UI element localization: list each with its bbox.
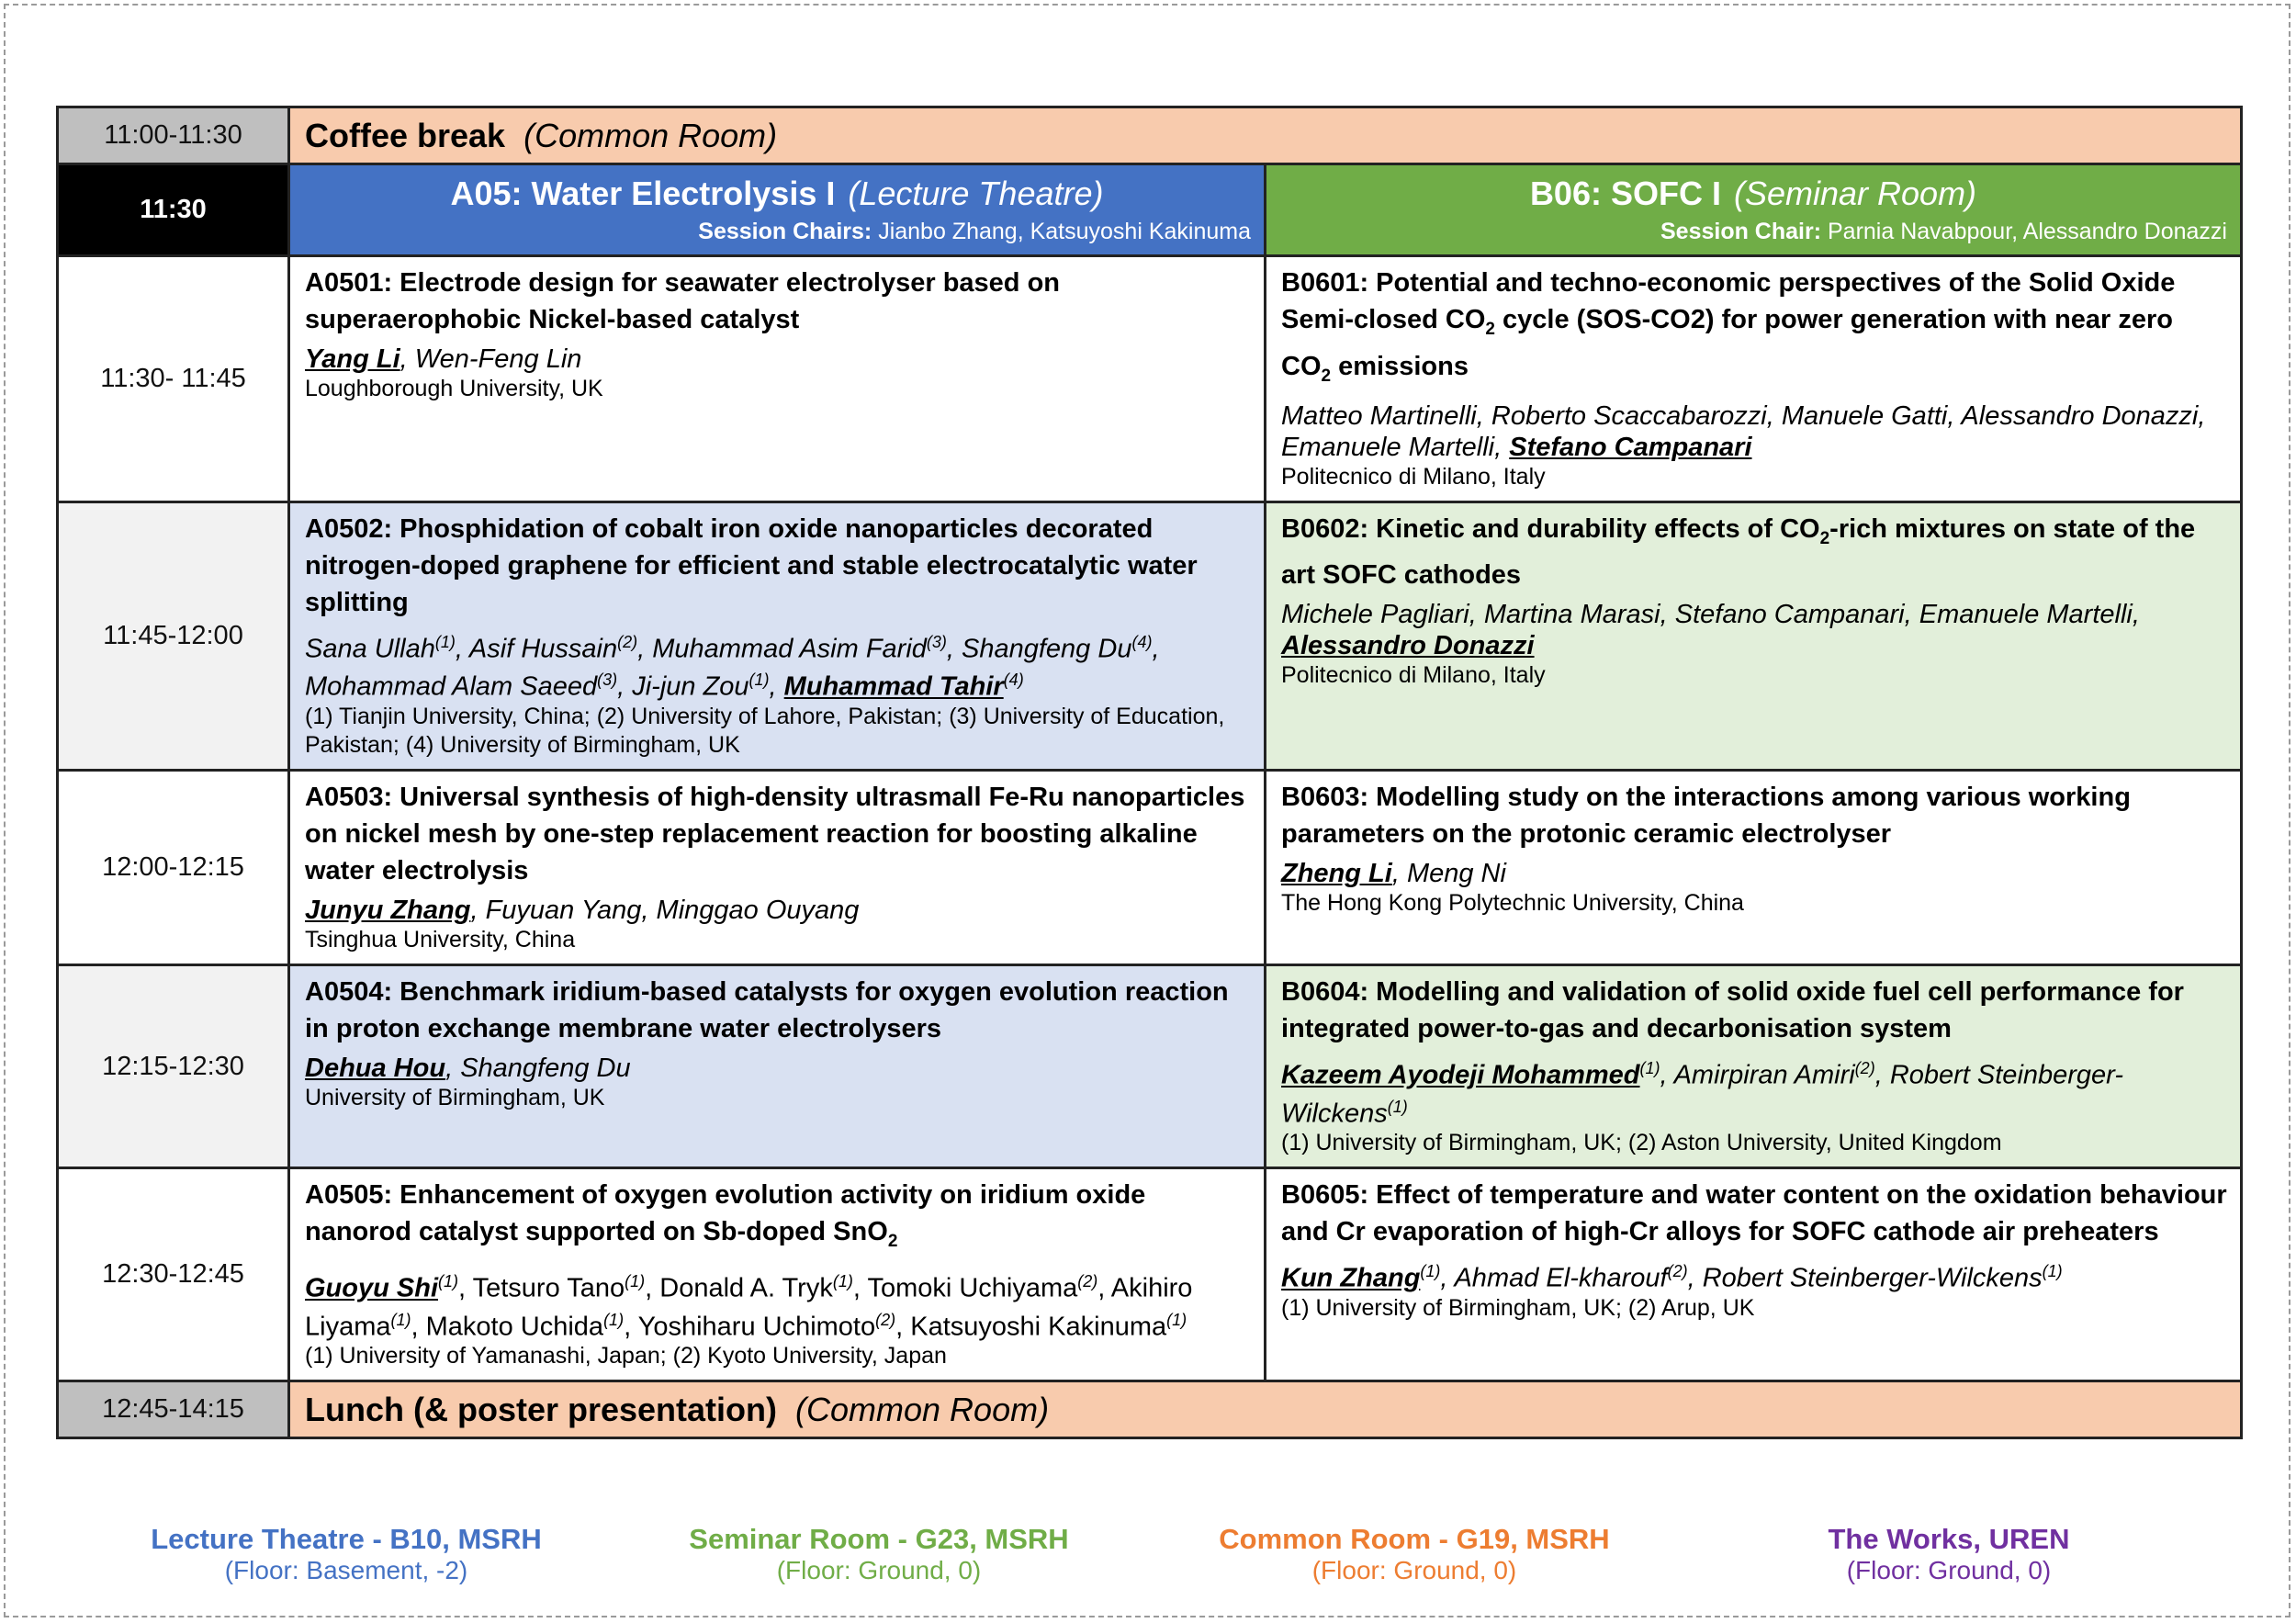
author: Alessandro Donazzi: [1961, 400, 2199, 431]
session-a-header: [289, 164, 1266, 256]
affiliation-mark: (1): [1387, 1097, 1408, 1116]
talk-cell: [289, 770, 1266, 964]
talk-cell: [1266, 964, 2242, 1167]
session-a-chairs-label: Session Chairs:: [698, 219, 872, 244]
author: Katsuyoshi Kakinuma: [910, 1312, 1167, 1342]
presenting-author: Dehua Hou: [305, 1053, 446, 1083]
affiliation-mark: (2): [1077, 1272, 1098, 1291]
talk-title: A0501: Electrode design for seawater electrolyser based on superaerophobic Nickel-based catalyst: [305, 268, 1060, 334]
presenting-author: Kun Zhang: [1281, 1263, 1421, 1293]
slot-row: [58, 256, 2242, 502]
author: Michele Pagliari: [1281, 600, 1469, 630]
author: Meng Ni: [1406, 858, 1506, 888]
session-b-title: B06: SOFC I: [1529, 175, 1721, 212]
session-b-chairs-label: Session Chair:: [1660, 219, 1822, 244]
talk-authors: Junyu Zhang, Fuyuan Yang, Minggao Ouyang: [305, 895, 860, 925]
session-header-row: [58, 164, 2242, 256]
talk-affiliation: (1) University of Birmingham, UK; (2) Arup, UK: [1281, 1294, 1755, 1321]
talk-title: B0603: Modelling study on the interactions among various working parameters on the protonic ceramic electrolyser: [1281, 782, 2131, 849]
affiliation-mark: (4): [1131, 632, 1153, 651]
author: Roberto Scaccabarozzi: [1491, 400, 1767, 431]
author: Sana Ullah: [305, 634, 435, 664]
talk-title: A0503: Universal synthesis of high-density ultrasmall Fe-Ru nanoparticles on nickel mesh by one-step replacement reaction for boosting alkaline water electrolysis: [305, 782, 1245, 885]
talk-affiliation: (1) University of Birmingham, UK; (2) Aston University, United Kingdom: [1281, 1130, 2002, 1156]
legend-room-name: The Works, UREN: [1828, 1523, 2070, 1555]
session-a-chairs: Jianbo Zhang, Katsuyoshi Kakinuma: [878, 219, 1251, 244]
author: Amirpiran Amiri: [1673, 1060, 1855, 1090]
talk-authors: Guoyu Shi$^{(1)}$, Tetsuro Tano$^{(1)}$, Donald A. Tryk$^{(1)}$, Tomoki Uchiyama$^{(2)}$, Akihiro Liyama$^{(1)}$, Makoto Uchida$^{(1)}$, Yoshiharu Uchimoto$^{(2)}$, Katsuyoshi Kakinuma$^{(1)}$: [305, 1272, 1193, 1342]
author: Emanuele Martelli: [1281, 432, 1495, 462]
legend-floor: (Floor: Basement, -2): [224, 1556, 468, 1584]
session-start-time: 11:30: [58, 164, 289, 256]
presenting-author: Junyu Zhang: [305, 895, 471, 925]
legend-room-name: Lecture Theatre - B10, MSRH: [151, 1523, 542, 1555]
presenting-author: Muhammad Tahir: [783, 671, 1004, 702]
talk-affiliation: Loughborough University, UK: [305, 376, 603, 401]
talk-title: A0504: Benchmark iridium-based catalysts for oxygen evolution reaction in proton exchange membrane water electrolysers: [305, 976, 1229, 1043]
author: Martina Marasi: [1483, 600, 1660, 630]
affiliation-mark: (1): [438, 1272, 458, 1291]
talk-cell: [1266, 502, 2242, 770]
talk-title: B0604: Modelling and validation of solid oxide fuel cell performance for integrated power-to-gas and decarbonisation system: [1281, 976, 2184, 1043]
affiliation-mark: (1): [625, 1272, 646, 1291]
slot-time: 11:30- 11:45: [58, 256, 289, 502]
affiliation-mark: (3): [597, 671, 618, 690]
lunch-time: 12:45-14:15: [58, 1381, 289, 1438]
legend-room-name: Common Room - G19, MSRH: [1219, 1523, 1610, 1555]
talk-affiliation: (1) University of Yamanashi, Japan; (2) Kyoto University, Japan: [305, 1343, 947, 1369]
talk-cell: [289, 502, 1266, 770]
talk-cell: [1266, 256, 2242, 502]
affiliation-mark: (1): [1639, 1058, 1660, 1077]
coffee-title: Coffee break: [305, 116, 506, 154]
affiliation-mark: (2): [1667, 1262, 1688, 1281]
author: Tomoki Uchiyama: [867, 1273, 1078, 1303]
talk-cell: [1266, 1168, 2242, 1381]
session-a-room: (Lecture Theatre): [848, 175, 1104, 212]
affiliation-mark: (3): [926, 632, 947, 651]
affiliation-mark: (1): [603, 1310, 625, 1329]
talk-affiliation: (1) Tianjin University, China; (2) University of Lahore, Pakistan; (3) University of Education, Pakistan; (4) University of Birmingham, UK: [305, 703, 1225, 758]
talk-affiliation: The Hong Kong Polytechnic University, China: [1281, 889, 1744, 916]
author: Matteo Martinelli: [1281, 400, 1477, 431]
presenting-author: Stefano Campanari: [1509, 432, 1752, 462]
slot-row: [58, 1168, 2242, 1381]
slot-row: [58, 770, 2242, 964]
affiliation-mark: (1): [434, 632, 456, 651]
affiliation-mark: (1): [832, 1272, 853, 1291]
affiliation-mark: (1): [2042, 1262, 2063, 1281]
author: Tetsuro Tano: [472, 1273, 625, 1303]
schedule-table: [56, 106, 2243, 1439]
affiliation-mark: (2): [875, 1310, 896, 1329]
lunch-cell: [289, 1381, 2242, 1438]
author: Ahmad El-kharouf: [1454, 1263, 1668, 1293]
legend-common-room: [1139, 1523, 1690, 1585]
author: Stefano Campanari: [1674, 600, 1905, 630]
coffee-break-cell: [289, 107, 2242, 164]
talk-authors: Dehua Hou, Shangfeng Du: [305, 1053, 631, 1083]
presenting-author: Kazeem Ayodeji Mohammed: [1281, 1060, 1640, 1090]
talk-affiliation: Politecnico di Milano, Italy: [1281, 463, 1546, 490]
author: Akihiro Liyama: [305, 1273, 1193, 1342]
talk-title: A0505: Enhancement of oxygen evolution activity on iridium oxide nanorod catalyst supported on Sb-doped SnO$_2$: [305, 1180, 1146, 1252]
author: Emanuele Martelli: [1919, 600, 2133, 630]
talk-affiliation: Tsinghua University, China: [305, 926, 576, 952]
author: Shangfeng Du: [962, 634, 1132, 664]
coffee-room: (Common Room): [523, 116, 778, 154]
lunch-title: Lunch (& poster presentation): [305, 1390, 778, 1428]
author: Fuyuan Yang: [485, 895, 642, 925]
slot-time: 12:30-12:45: [58, 1168, 289, 1381]
talk-authors: Kazeem Ayodeji Mohammed$^{(1)}$, Amirpiran Amiri$^{(2)}$, Robert Steinberger-Wilckens$^{(1)}$: [1281, 1058, 2123, 1129]
session-b-chairs: Parnia Navabpour, Alessandro Donazzi: [1828, 219, 2227, 244]
affiliation-mark: (4): [1003, 671, 1024, 690]
talk-title: B0605: Effect of temperature and water content on the oxidation behaviour and Cr evaporation of high-Cr alloys for SOFC cathode air preheaters: [1281, 1180, 2227, 1247]
legend-floor: (Floor: Ground, 0): [776, 1556, 982, 1584]
author: Wen-Feng Lin: [414, 344, 582, 374]
slot-time: 12:15-12:30: [58, 964, 289, 1167]
lunch-row: [58, 1381, 2242, 1438]
legend-room-name: Seminar Room - G23, MSRH: [689, 1523, 1069, 1555]
session-b-room: (Seminar Room): [1733, 175, 1977, 212]
legend-the-works: [1673, 1523, 2224, 1585]
session-a-title: A05: Water Electrolysis I: [450, 175, 836, 212]
slot-time: 12:00-12:15: [58, 770, 289, 964]
author: Donald A. Tryk: [659, 1273, 833, 1303]
lunch-room: (Common Room): [795, 1390, 1050, 1428]
coffee-time: 11:00-11:30: [58, 107, 289, 164]
author: Robert Steinberger-Wilckens: [1281, 1060, 2123, 1129]
talk-title: A0502: Phosphidation of cobalt iron oxide nanoparticles decorated nitrogen-doped graphene for efficient and stable electrocatalytic water splitting: [305, 513, 1198, 617]
author: Mohammad Alam Saeed: [305, 671, 598, 702]
talk-cell: [289, 964, 1266, 1167]
affiliation-mark: (1): [748, 671, 770, 690]
slot-time: 11:45-12:00: [58, 502, 289, 770]
legend-floor: (Floor: Ground, 0): [1311, 1556, 1517, 1584]
slot-row: [58, 502, 2242, 770]
slot-row: [58, 964, 2242, 1167]
author: Asif Hussain: [468, 634, 618, 664]
author: Makoto Uchida: [425, 1312, 604, 1342]
author: Manuele Gatti: [1781, 400, 1948, 431]
affiliation-mark: (1): [1420, 1262, 1441, 1281]
talk-title: B0601: Potential and techno-economic perspectives of the Solid Oxide Semi-closed $CO_2$ cycle (SOS-CO2) for power generation with near zero $CO_2$ emissions: [1281, 268, 2176, 386]
talk-authors: Sana Ullah$^{(1)}$, Asif Hussain$^{(2)}$, Muhammad Asim Farid$^{(3)}$, Shangfeng Du$^{(4)}$, Mohammad Alam Saeed$^{(3)}$, Ji-jun Zou$^{(1)}$, Muhammad Tahir$^{(4)}$: [305, 632, 1160, 702]
talk-cell: [289, 1168, 1266, 1381]
session-b-header: [1266, 164, 2242, 256]
author: Muhammad Asim Farid: [652, 634, 927, 664]
author: Shangfeng Du: [460, 1053, 631, 1083]
talk-affiliation: University of Birmingham, UK: [305, 1084, 605, 1110]
presenting-author: Alessandro Donazzi: [1281, 631, 1535, 661]
presenting-author: Guoyu Shi: [305, 1273, 438, 1303]
author: Robert Steinberger-Wilckens: [1702, 1263, 2043, 1293]
affiliation-mark: (2): [617, 632, 638, 651]
affiliation-mark: (1): [1166, 1310, 1187, 1329]
talk-authors: Zheng Li, Meng Ni: [1281, 858, 1506, 888]
talk-authors: Michele Pagliari, Martina Marasi, Stefano Campanari, Emanuele Martelli, Alessandro Donazzi: [1281, 600, 2140, 661]
talk-authors: Yang Li, Wen-Feng Lin: [305, 344, 582, 374]
legend-floor: (Floor: Ground, 0): [1846, 1556, 2052, 1584]
talk-authors: Matteo Martinelli, Roberto Scaccabarozzi, Manuele Gatti, Alessandro Donazzi, Emanuele Martelli, Stefano Campanari: [1281, 400, 2206, 462]
coffee-break-row: [58, 107, 2242, 164]
author: Ji-jun Zou: [632, 671, 749, 702]
legend-lecture-theatre: [71, 1523, 622, 1585]
talk-affiliation: Politecnico di Milano, Italy: [1281, 662, 1546, 689]
author: Minggao Ouyang: [656, 895, 860, 925]
affiliation-mark: (2): [1854, 1058, 1875, 1077]
author: Yoshiharu Uchimoto: [637, 1312, 876, 1342]
talk-cell: [289, 256, 1266, 502]
presenting-author: Yang Li: [305, 344, 400, 374]
talk-title: B0602: Kinetic and durability effects of $CO_2$-rich mixtures on state of the art SOFC cathodes: [1281, 513, 2196, 591]
talk-cell: [1266, 770, 2242, 964]
legend-seminar-room: [603, 1523, 1154, 1585]
affiliation-mark: (1): [390, 1310, 411, 1329]
presenting-author: Zheng Li: [1281, 858, 1392, 888]
talk-authors: Kun Zhang$^{(1)}$, Ahmad El-kharouf$^{(2)}$, Robert Steinberger-Wilckens$^{(1)}$: [1281, 1262, 2063, 1293]
